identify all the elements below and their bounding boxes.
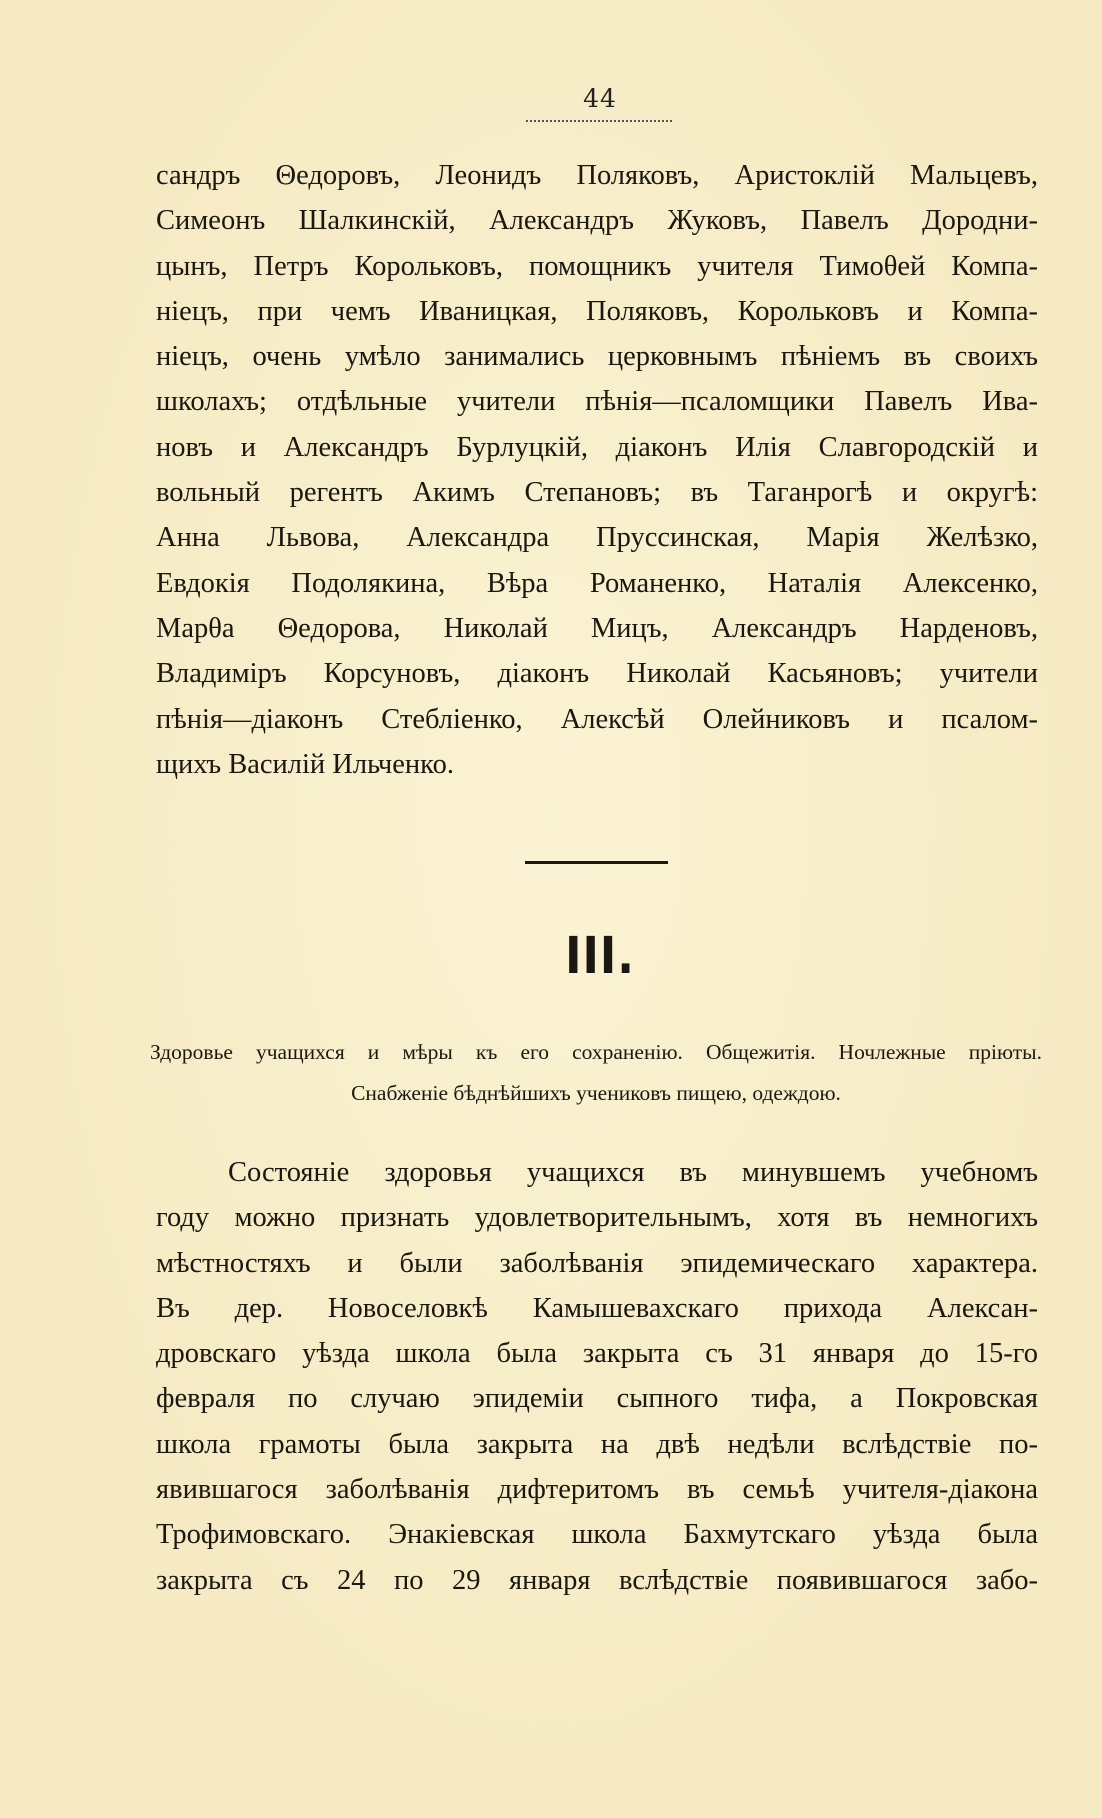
section-summary-line: Здоровье учащихся и мѣры къ его сохраненію. Общежитія. Ночлежные пріюты. <box>150 1040 1042 1064</box>
text-line: Марθа Θедорова, Николай Мицъ, Александръ Нарденовъ, <box>156 612 1038 644</box>
page-number-rule <box>526 120 672 122</box>
page-number: 44 <box>583 84 617 113</box>
text-line: Евдокія Подолякина, Вѣра Романенко, Наталія Алексенко, <box>156 567 1038 599</box>
text-line: Въ дер. Новоселовкѣ Камышевахскаго прихода Алексан- <box>156 1292 1038 1324</box>
text-line: Владиміръ Корсуновъ, діаконъ Николай Касьяновъ; учители <box>156 658 1038 690</box>
text-line: новъ и Александръ Бурлуцкій, діаконъ Илія Славгородскій и <box>156 431 1038 463</box>
text-line-content: Состояніе здоровья учащихся въ минувшемъ учебномъ <box>228 1157 1038 1188</box>
text-line: школа грамоты была закрыта на двѣ недѣли вслѣдствіе по- <box>156 1428 1038 1460</box>
text-line: пѣнія—діаконъ Стебліенко, Алексѣй Олейниковъ и псалом- <box>156 703 1038 735</box>
section-number: III. <box>565 927 635 986</box>
text-line: ніецъ, при чемъ Иваницкая, Поляковъ, Корольковъ и Компа- <box>156 295 1038 327</box>
text-line: февраля по случаю эпидеміи сыпного тифа, а Покровская <box>156 1383 1038 1415</box>
text-line: дровскаго уѣзда школа была закрыта съ 31 января до 15-го <box>156 1338 1038 1370</box>
text-line: Анна Львова, Александра Пруссинская, Марія Желѣзко, <box>156 522 1038 554</box>
text-line: сандръ Θедоровъ, Леонидъ Поляковъ, Аристоклій Мальцевъ, <box>156 160 1038 191</box>
section-divider <box>525 861 668 864</box>
text-line: школахъ; отдѣльные учители пѣнія—псаломщики Павелъ Ива- <box>156 386 1038 418</box>
text-line: щихъ Василій Ильченко. <box>156 748 454 780</box>
continued-paragraph <box>156 153 1038 787</box>
section-summary-line: Снабженіе бѣднѣйшихъ учениковъ пищею, одеждою. <box>351 1081 841 1105</box>
text-line: закрыта съ 24 по 29 января вслѣдствіе появившагося забо- <box>156 1564 1038 1596</box>
text-line: Трофимовскаго. Энакіевская школа Бахмутскаго уѣзда была <box>156 1519 1038 1551</box>
text-line: цынъ, Петръ Корольковъ, помощникъ учителя Тимоθей Компа- <box>156 250 1038 282</box>
section-paragraph <box>156 1150 1038 1603</box>
text-line: году можно признать удовлетворительнымъ, хотя въ немногихъ <box>156 1202 1038 1234</box>
text-line <box>156 1150 1038 1195</box>
text-line: Симеонъ Шалкинскій, Александръ Жуковъ, Павелъ Дородни- <box>156 205 1038 237</box>
text-line: мѣстностяхъ и были заболѣванія эпидемическаго характера. <box>156 1247 1038 1279</box>
text-line: ніецъ, очень умѣло занимались церковнымъ пѣніемъ въ своихъ <box>156 341 1038 373</box>
text-line: явившагося заболѣванія дифтеритомъ въ семьѣ учителя-діакона <box>156 1474 1038 1506</box>
text-line: вольный регентъ Акимъ Степановъ; въ Таганрогѣ и округѣ: <box>156 477 1038 509</box>
